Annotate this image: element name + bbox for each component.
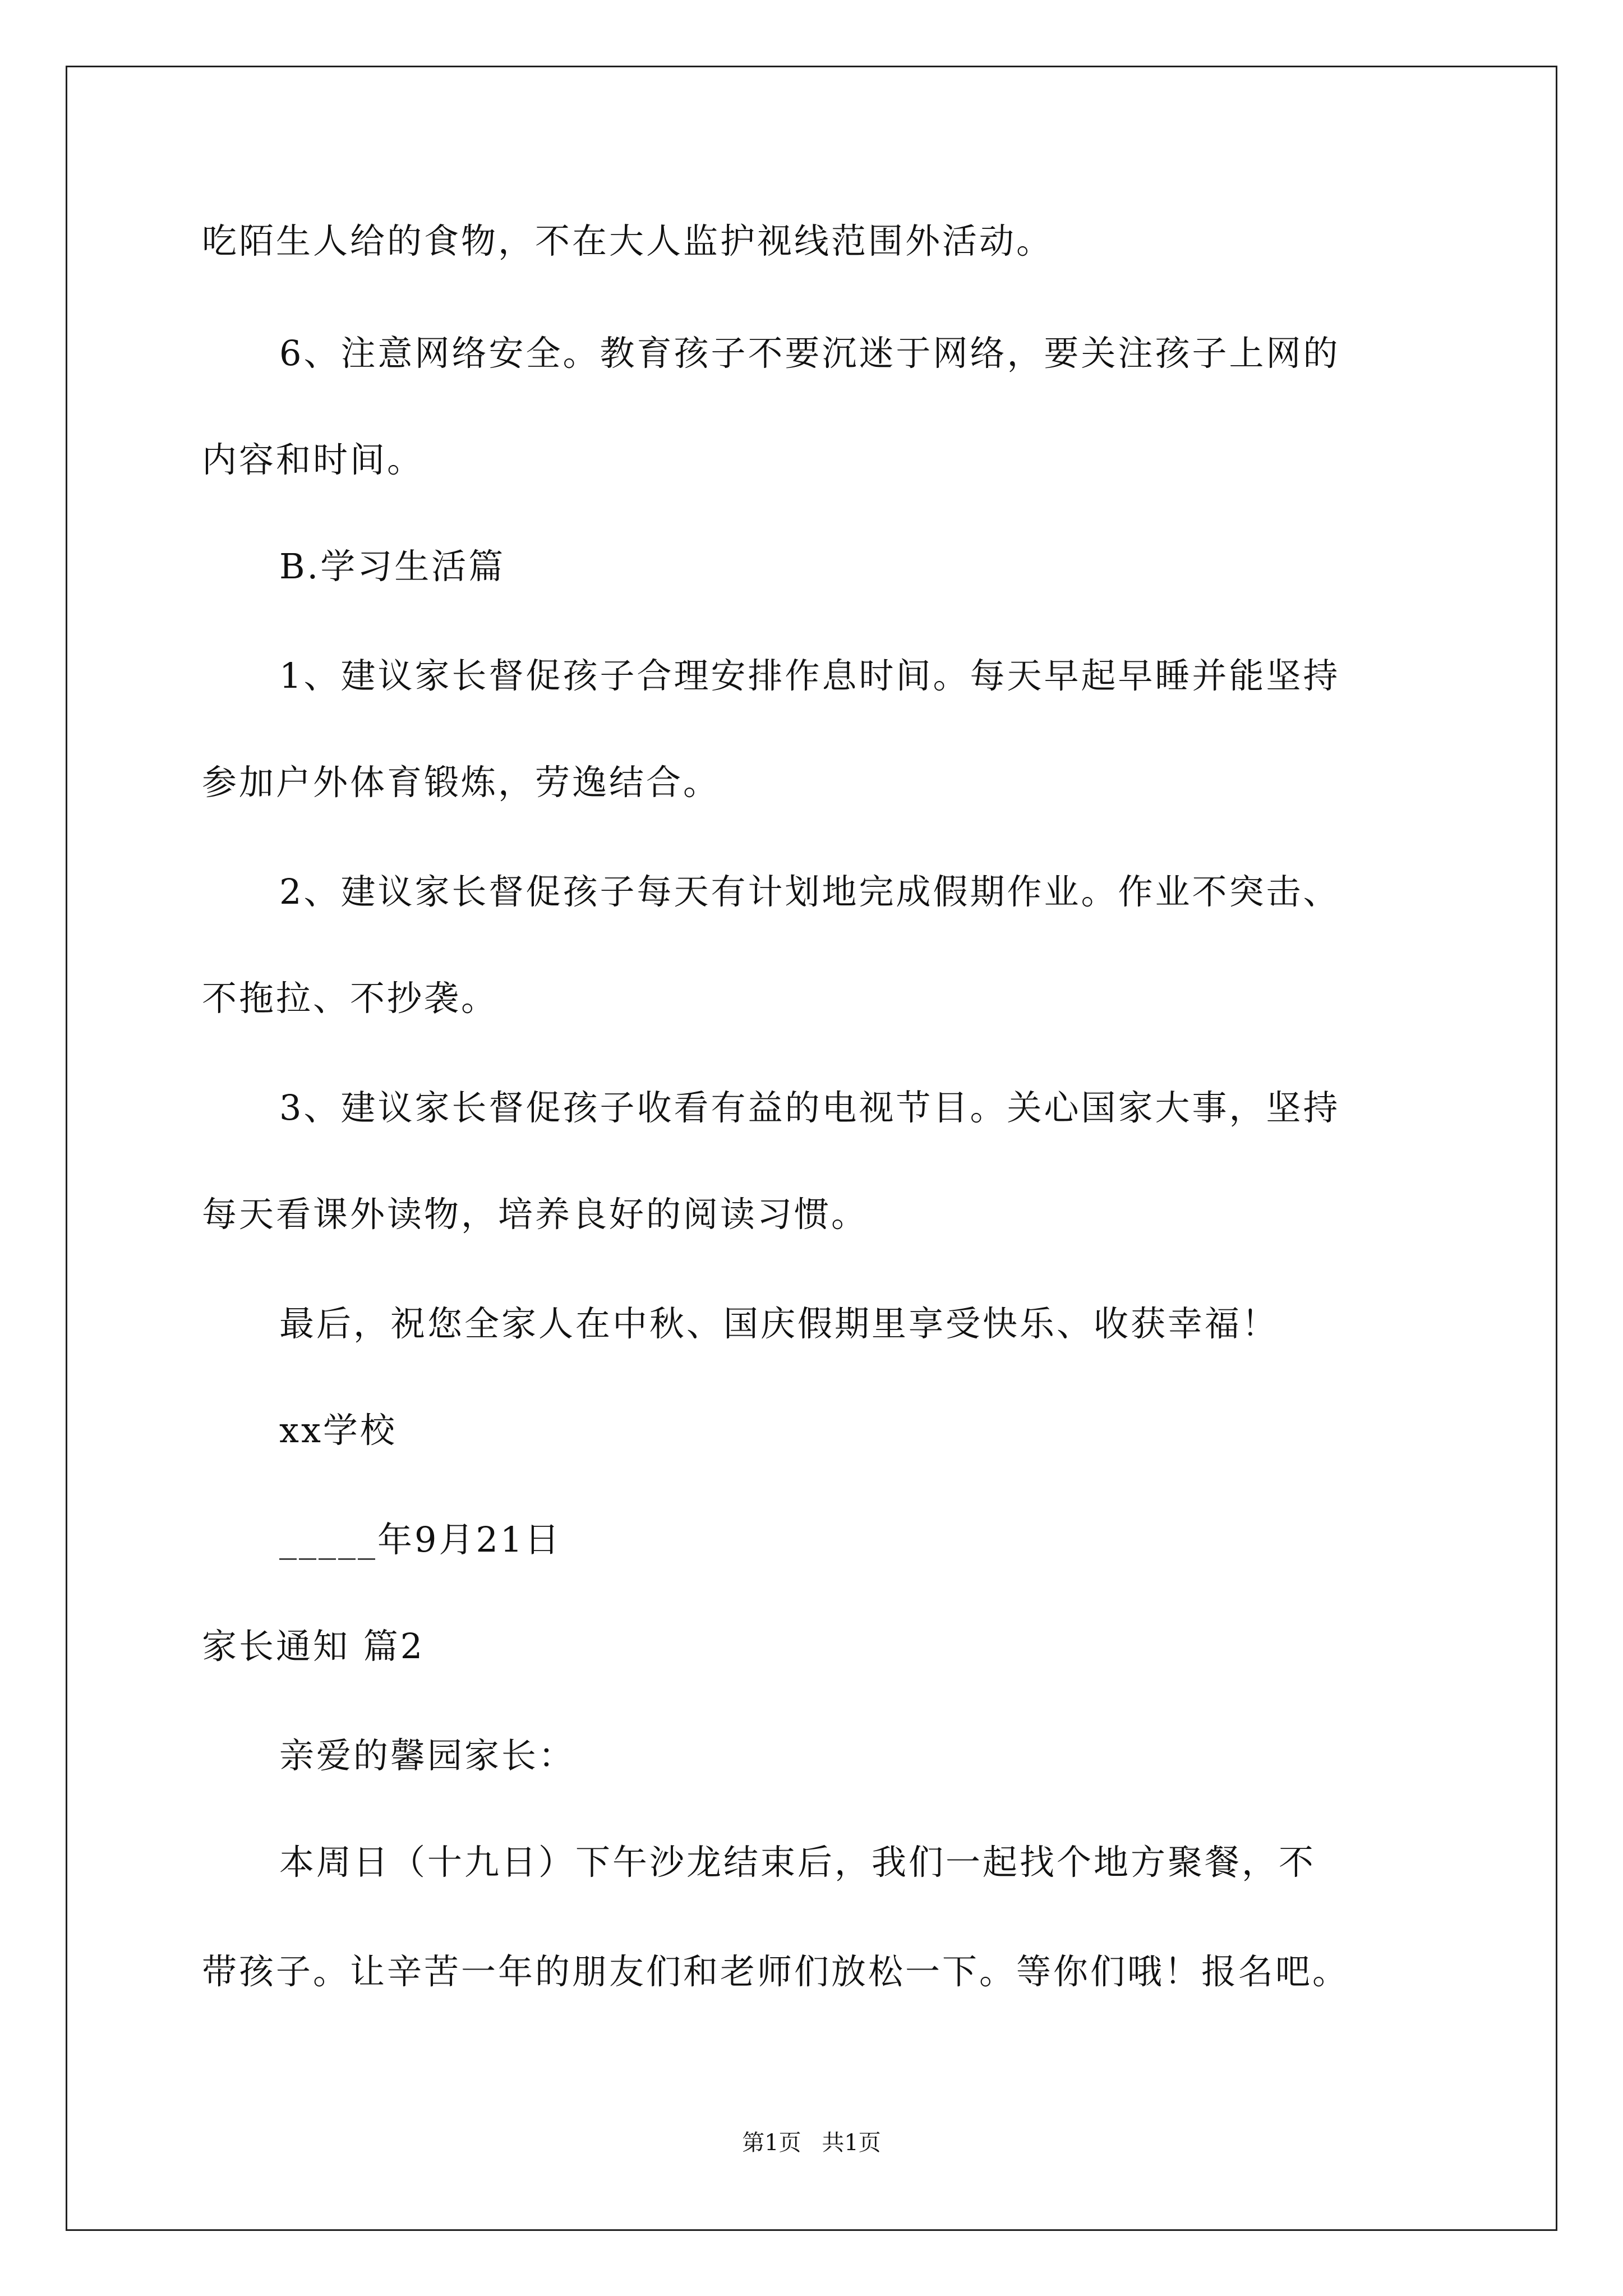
text-line: 参加户外体育锻炼，劳逸结合。 — [202, 762, 721, 803]
page-number: 第1页 — [742, 2130, 801, 2156]
notice-title: 家长通知 篇2 — [202, 1626, 425, 1667]
text-line: 吃陌生人给的食物，不在大人监护视线范围外活动。 — [202, 220, 1054, 261]
page-total: 共1页 — [822, 2130, 881, 2156]
signature-date: _____年9月21日 — [279, 1519, 562, 1560]
text-line: 6、注意网络安全。教育孩子不要沉迷于网络，要关注孩子上网的 — [279, 333, 1340, 374]
text-line: 不拖拉、不抄袭。 — [202, 978, 499, 1019]
text-line: 带孩子。让辛苦一年的朋友们和老师们放松一下。等你们哦！报名吧。 — [202, 1951, 1350, 1992]
text-line: 内容和时间。 — [202, 439, 425, 480]
text-line: 1、建议家长督促孩子合理安排作息时间。每天早起早睡并能坚持 — [279, 655, 1340, 696]
text-line: 2、建议家长督促孩子每天有计划地完成假期作业。作业不突击、 — [279, 871, 1340, 912]
text-line: 每天看课外读物，培养良好的阅读习惯。 — [202, 1194, 869, 1235]
page-footer — [0, 2129, 1623, 2157]
text-line: 本周日（十九日）下午沙龙结束后，我们一起找个地方聚餐，不 — [279, 1842, 1316, 1883]
signature-school: xx学校 — [279, 1410, 397, 1451]
section-heading: B.学习生活篇 — [279, 546, 506, 587]
salutation: 亲爱的馨园家长： — [279, 1735, 576, 1776]
page-border — [66, 66, 1557, 2231]
text-line: 3、建议家长督促孩子收看有益的电视节目。关心国家大事，坚持 — [279, 1087, 1340, 1128]
text-line: 最后，祝您全家人在中秋、国庆假期里享受快乐、收获幸福！ — [279, 1303, 1279, 1344]
